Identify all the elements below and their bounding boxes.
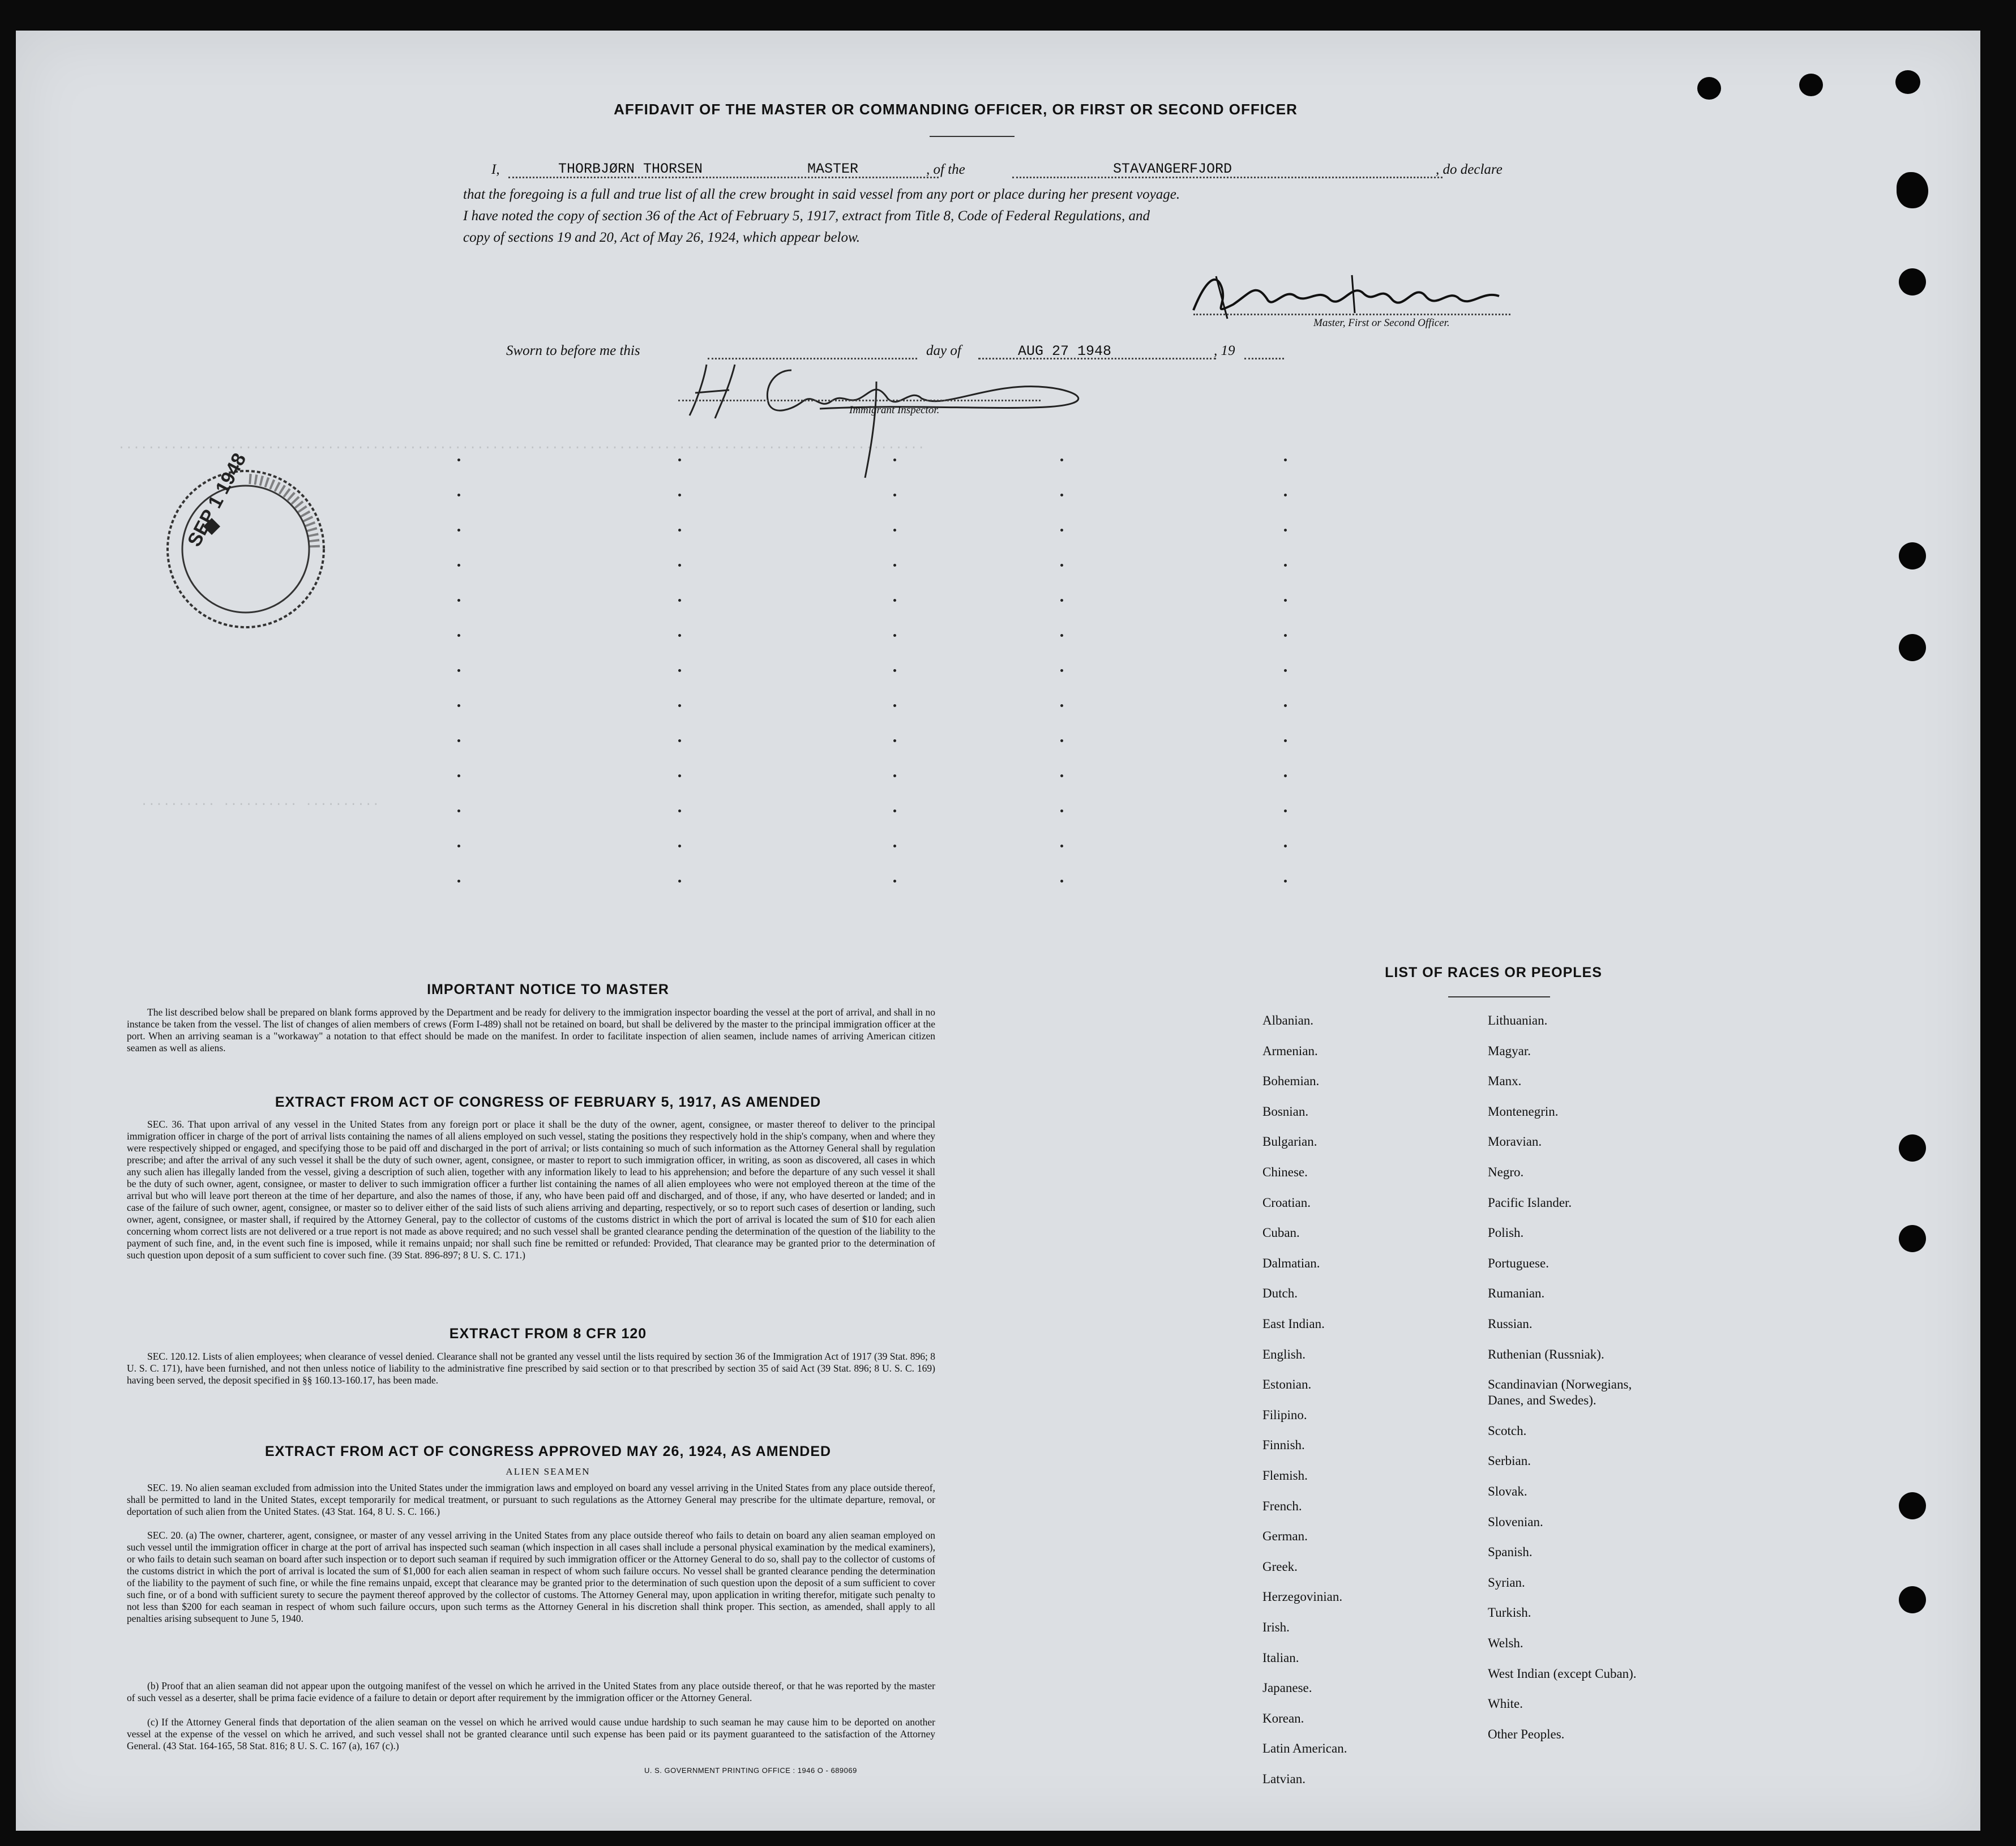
- races-title-underline: [1448, 996, 1550, 997]
- race-item: Negro.: [1488, 1165, 1524, 1179]
- column-dot: [1284, 564, 1287, 567]
- column-dot: [1060, 494, 1063, 496]
- race-item: Bulgarian.: [1262, 1134, 1317, 1149]
- punch-hole-1: [1697, 77, 1721, 100]
- bleed-through-2: .......... .......... ..........: [140, 795, 380, 809]
- notice-text: The list described below shall be prepared on blank forms approved by the Department and be ready for delivery to the immigration inspector boarding the vessel at the port of arrival, and shall in no instance be taken from the vessel. The list of changes of alien members of crews (Form I-489) shall not be retained on board, but shall be delivered by the master to the principal immigration officer at the port. When an arriving seaman is a "workaway" a notation to that effect should be made on the manifest. In order to facilitate inspection of alien seamen, include names of arriving American citizen seamen as well as aliens.: [127, 1006, 935, 1053]
- race-item: Montenegrin.: [1488, 1104, 1559, 1119]
- race-item: Danes, and Swedes).: [1488, 1393, 1596, 1408]
- punch-hole-11: [1899, 1586, 1926, 1613]
- race-item: Croatian.: [1262, 1195, 1311, 1210]
- race-item: Other Peoples.: [1488, 1727, 1565, 1741]
- column-dot: [457, 529, 460, 532]
- race-item: Bohemian.: [1262, 1074, 1320, 1089]
- column-dot: [893, 494, 896, 496]
- race-item: Irish.: [1262, 1620, 1290, 1634]
- column-dot: [678, 810, 681, 812]
- race-item: West Indian (except Cuban).: [1488, 1666, 1637, 1681]
- column-dot: [1284, 845, 1287, 847]
- column-dot: [678, 634, 681, 637]
- column-dot: [1284, 739, 1287, 742]
- extract-1917-title: EXTRACT FROM ACT OF CONGRESS OF FEBRUARY 5, 1917, AS AMENDED: [275, 1094, 821, 1110]
- race-item: Rumanian.: [1488, 1286, 1545, 1301]
- column-dot: [457, 810, 460, 812]
- title-underline: [930, 136, 1015, 137]
- column-dot: [1284, 599, 1287, 602]
- column-dot: [1060, 564, 1063, 567]
- race-item: Manx.: [1488, 1074, 1522, 1089]
- column-dot: [893, 564, 896, 567]
- affidavit-body-line3: copy of sections 19 and 20, Act of May 26, 1924, which appear below.: [463, 230, 861, 245]
- column-dot: [893, 704, 896, 707]
- name-line: [508, 177, 939, 178]
- column-dot: [1284, 529, 1287, 532]
- race-item: Italian.: [1262, 1650, 1299, 1665]
- race-item: Lithuanian.: [1488, 1013, 1548, 1027]
- extract-cfr-title: EXTRACT FROM 8 CFR 120: [449, 1326, 647, 1342]
- extract-1924-title: EXTRACT FROM ACT OF CONGRESS APPROVED MAY 26, 1924, AS AMENDED: [264, 1444, 832, 1459]
- stamp-date-text: SEP 1 1948: [183, 449, 251, 550]
- race-item: Scotch.: [1488, 1423, 1527, 1438]
- column-dot: [1284, 880, 1287, 883]
- column-dot: [678, 564, 681, 567]
- column-dot: [457, 739, 460, 742]
- column-dot: [1060, 634, 1063, 637]
- master-name-value: THORBJØRN THORSEN: [558, 161, 703, 177]
- race-item: Latvian.: [1262, 1772, 1306, 1786]
- race-item: Japanese.: [1262, 1681, 1312, 1695]
- race-item: Filipino.: [1262, 1407, 1307, 1422]
- master-caption: Master, First or Second Officer.: [1313, 317, 1450, 329]
- ship-line: [1012, 177, 1443, 178]
- race-item: Ruthenian (Russniak).: [1488, 1347, 1604, 1361]
- race-item: Portuguese.: [1488, 1256, 1549, 1270]
- year-suffix: , 19: [1214, 343, 1235, 358]
- column-dot: [1284, 459, 1287, 461]
- column-dot: [1060, 810, 1063, 812]
- extract-1924-sec20c: (c) If the Attorney General finds that deportation of the alien seaman on the vessel on which he arrived would cause undue hardship to such seaman he may cause him to be deported on another vessel at the expense of the vessel on which he arrived, and such vessel shall not be granted clearance until such expense has been paid or its payment guaranteed to the satisfaction of the Attorney General. (43 Stat. 164-165, 58 Stat. 816; 8 U. S. C. 167 (a), 167 (c).): [127, 1716, 935, 1751]
- punch-hole-3: [1895, 70, 1920, 94]
- race-item: Herzegovinian.: [1262, 1590, 1343, 1604]
- race-item: Spanish.: [1488, 1545, 1533, 1560]
- declare-label: , do declare: [1436, 162, 1503, 177]
- column-dot: [893, 845, 896, 847]
- punch-hole-7: [1899, 634, 1926, 661]
- column-dot: [893, 634, 896, 637]
- column-dot: [678, 494, 681, 496]
- column-dot: [457, 669, 460, 672]
- punch-hole-2: [1799, 74, 1823, 96]
- column-dot: [893, 774, 896, 777]
- column-dot: [678, 704, 681, 707]
- punch-hole-6: [1899, 542, 1926, 569]
- race-item: Polish.: [1488, 1226, 1524, 1240]
- race-item: Serbian.: [1488, 1454, 1531, 1468]
- column-dot: [678, 459, 681, 461]
- sworn-date-stamp: AUG 27 1948: [1018, 343, 1112, 359]
- race-item: Russian.: [1488, 1317, 1533, 1331]
- column-dot: [457, 704, 460, 707]
- race-item: Scandinavian (Norwegians,: [1488, 1377, 1632, 1392]
- race-item: French.: [1262, 1498, 1302, 1513]
- master-signature-line: [1193, 314, 1510, 315]
- column-dot: [1060, 704, 1063, 707]
- race-item: Slovenian.: [1488, 1514, 1543, 1529]
- inspector-signature-line: [678, 400, 1041, 401]
- race-item: Dutch.: [1262, 1286, 1298, 1301]
- column-dot: [893, 880, 896, 883]
- printer-imprint: U. S. GOVERNMENT PRINTING OFFICE : 1946 O - 689069: [644, 1766, 857, 1775]
- race-item: Latin American.: [1262, 1741, 1347, 1756]
- column-dot: [457, 880, 460, 883]
- affidavit-body-line2: I have noted the copy of section 36 of the Act of February 5, 1917, extract from Title 8, Code of Federal Regulations, and: [463, 208, 1150, 224]
- column-dot: [893, 599, 896, 602]
- extract-1924-subtitle: ALIEN SEAMEN: [506, 1466, 590, 1477]
- punch-hole-10: [1899, 1492, 1926, 1519]
- day-of-label: day of: [926, 343, 961, 358]
- bleed-through-1: ............................................................................................................: [118, 438, 925, 452]
- column-dot: [1284, 810, 1287, 812]
- punch-hole-9: [1899, 1225, 1926, 1252]
- column-dot: [893, 810, 896, 812]
- column-dot: [457, 845, 460, 847]
- race-item: Cuban.: [1262, 1226, 1300, 1240]
- notice-title: IMPORTANT NOTICE TO MASTER: [427, 982, 669, 997]
- race-item: Flemish.: [1262, 1468, 1308, 1483]
- race-item: Armenian.: [1262, 1043, 1318, 1058]
- race-item: Syrian.: [1488, 1575, 1525, 1590]
- column-dot: [678, 529, 681, 532]
- column-dot: [1060, 459, 1063, 461]
- race-item: Slovak.: [1488, 1484, 1527, 1498]
- column-dot: [893, 529, 896, 532]
- column-dot: [1284, 774, 1287, 777]
- column-dot: [1284, 669, 1287, 672]
- race-item: Magyar.: [1488, 1043, 1531, 1058]
- race-item: Welsh.: [1488, 1636, 1523, 1650]
- year-line: [1244, 358, 1284, 359]
- race-item: German.: [1262, 1529, 1308, 1544]
- extract-1924-sec19: SEC. 19. No alien seaman excluded from admission into the United States under the immigration laws and employed on board any vessel arriving in the United States from any place outside thereof, shall be permitted to land in the United States, except temporarily for medical treatment, or pursuant to such regulations as the Attorney General may prescribe for the ultimate departure, removal, or deportation of such alien from the United States. (43 Stat. 164, 8 U. S. C. 166.): [127, 1482, 935, 1517]
- race-item: Greek.: [1262, 1559, 1298, 1574]
- race-item: East Indian.: [1262, 1317, 1325, 1331]
- document-sheet: [16, 31, 1980, 1831]
- column-dot: [457, 634, 460, 637]
- race-item: Chinese.: [1262, 1165, 1308, 1179]
- inspector-caption: Immigrant Inspector.: [849, 404, 940, 416]
- column-dot: [893, 739, 896, 742]
- extract-1924-sec20a: SEC. 20. (a) The owner, charterer, agent, consignee, or master of any vessel arriving in the United States from any place outside thereof who fails to detain on board any alien seaman employed on such vessel until the immigration officer in charge at the port of arrival has inspected such seaman (which inspection in all cases shall include a personal physical examination by the medical examiners), or who fails to detain such seaman on board after such inspection or to deport such seaman if required by such immigration officer or the Attorney General to do so, shall pay to the collector of customs of the customs district in which the port of arrival is located the sum of $1,000 for each alien seaman in respect of whom such failure occurs. No vessel shall be granted clearance pending the determination of the liability to the payment of such fine, or while the fine remains unpaid, except that clearance may be granted prior to the determination of such question upon the deposit of a sum sufficient to cover such fine, or of a bond with sufficient surety to secure the payment thereof approved by the collector of customs. The Attorney General may, upon application in writing therefor, mitigate such penalty to not less than $200 for each seaman in respect of whom such failure occurs, upon such terms as the Attorney General in his discretion shall think proper. This section, as amended, shall apply to all penalties arising subsequent to June 5, 1940.: [127, 1530, 935, 1624]
- race-item: Dalmatian.: [1262, 1256, 1320, 1270]
- column-dot: [457, 564, 460, 567]
- column-dot: [1060, 599, 1063, 602]
- master-rank-value: MASTER: [807, 161, 859, 177]
- column-dot: [678, 880, 681, 883]
- column-dot: [678, 599, 681, 602]
- column-dot: [893, 669, 896, 672]
- race-item: Bosnian.: [1262, 1104, 1309, 1119]
- race-item: Turkish.: [1488, 1605, 1531, 1620]
- race-item: Estonian.: [1262, 1377, 1312, 1392]
- race-item: Moravian.: [1488, 1134, 1542, 1149]
- column-dot: [1060, 529, 1063, 532]
- extract-1917-text: SEC. 36. That upon arrival of any vessel in the United States from any foreign port or place it shall be the duty of the owner, agent, consignee, or master thereof to deliver to the principal immigration officer in charge of the port of arrival lists containing the names of all aliens employed on such vessel, stating the positions they respectively hold in the ship's company, when and where they were respectively shipped or engaged, and specifying those to be paid off and discharged in the port of arrival; or lists containing so much of such information as the Attorney General shall by regulation prescribe; and after the arrival of any such vessel it shall be the duty of such owner, agent, consignee, or master to report to such immigration officer, in writing, as soon as discovered, all cases in which any such alien has illegally landed from the vessel, giving a description of such alien, together with any information likely to lead to his apprehension; and before the departure of any such vessel it shall be the duty of such owner, agent, consignee, or master to deliver to such immigration officer a further list containing the names of all alien employees who were not employed thereon at the time of the arrival but who will leave port thereon at the time of her departure, and also the names of those, if any, who have been paid off and discharged, and of those, if any, who have deserted or landed; and in case of the failure of such owner, agent, consignee, or master so to deliver either of the said lists of such aliens arriving and departing, respectively, or so to report such cases of desertion or landing, such owner, agent, consignee, or master shall, if required by the Attorney General, pay to the collector of customs of the customs district in which the port of arrival is located the sum of $10 for each alien concerning whom correct lists are not delivered or a true report is not made as above required; and no such vessel shall be granted clearance pending the determination of the question of the liability to the payment of such fine, and, in the event such fine is imposed, while it remains unpaid; nor shall such fine be remitted or refunded: Provided, That clearance may be granted prior to the determination of such question upon deposit of a sum sufficient to cover such fine. (39 Stat. 896-897; 8 U. S. C. 171.): [127, 1119, 935, 1261]
- race-item: Albanian.: [1262, 1013, 1314, 1027]
- column-dot: [457, 494, 460, 496]
- column-dot: [678, 739, 681, 742]
- race-item: Korean.: [1262, 1711, 1304, 1725]
- race-item: White.: [1488, 1697, 1523, 1711]
- column-dot: [678, 845, 681, 847]
- column-dot: [1284, 704, 1287, 707]
- races-title: LIST OF RACES OR PEOPLES: [1385, 965, 1602, 980]
- i-label: I,: [491, 162, 500, 177]
- race-item: Pacific Islander.: [1488, 1195, 1572, 1210]
- punch-hole-5: [1899, 268, 1926, 295]
- affidavit-title: AFFIDAVIT OF THE MASTER OR COMMANDING OFFICER, OR FIRST OR SECOND OFFICER: [614, 101, 1298, 118]
- ship-name-value: STAVANGERFJORD: [1113, 161, 1232, 177]
- extract-1924-sec20b: (b) Proof that an alien seaman did not appear upon the outgoing manifest of the vessel on which he arrived in the United States from any place outside thereof, or that he was reported by the master of such vessel as a deserter, shall be prima facie evidence of a failure to detain or deport after requirement by the immigration officer or the Attorney General.: [127, 1680, 935, 1703]
- column-dot: [1284, 494, 1287, 496]
- race-item: Finnish.: [1262, 1438, 1305, 1453]
- column-dot: [457, 599, 460, 602]
- column-dot: [1060, 880, 1063, 883]
- column-dot: [1060, 774, 1063, 777]
- of-the-label: , of the: [926, 162, 965, 177]
- column-dot: [1060, 669, 1063, 672]
- column-dot: [457, 459, 460, 461]
- column-dot: [678, 774, 681, 777]
- race-item: English.: [1262, 1347, 1306, 1361]
- extract-cfr-text: SEC. 120.12. Lists of alien employees; when clearance of vessel denied. Clearance shall not be granted any vessel until the lists required by section 36 of the Immigration Act of 1917 (39 Stat. 896; 8 U. S. C. 171), have been furnished, and not then unless notice of liability to the administrative fine prescribed by said section or to that prescribed by section 35 of said Act (39 Stat. 896; 8 U. S. C. 169) having been served, the deposit specified in §§ 160.13-160.17, has been made.: [127, 1351, 935, 1386]
- arrival-date-stamp: [149, 447, 353, 651]
- column-dot: [1060, 845, 1063, 847]
- affidavit-body-line1: that the foregoing is a full and true list of all the crew brought in said vessel from any port or place during her present voyage.: [463, 187, 1180, 202]
- punch-hole-8: [1899, 1134, 1926, 1162]
- column-dot: [457, 774, 460, 777]
- column-dot: [678, 669, 681, 672]
- column-dot: [1284, 634, 1287, 637]
- column-dot: [1060, 739, 1063, 742]
- sworn-label: Sworn to before me this: [506, 343, 640, 358]
- column-dot: [893, 459, 896, 461]
- punch-hole-4: [1897, 172, 1928, 208]
